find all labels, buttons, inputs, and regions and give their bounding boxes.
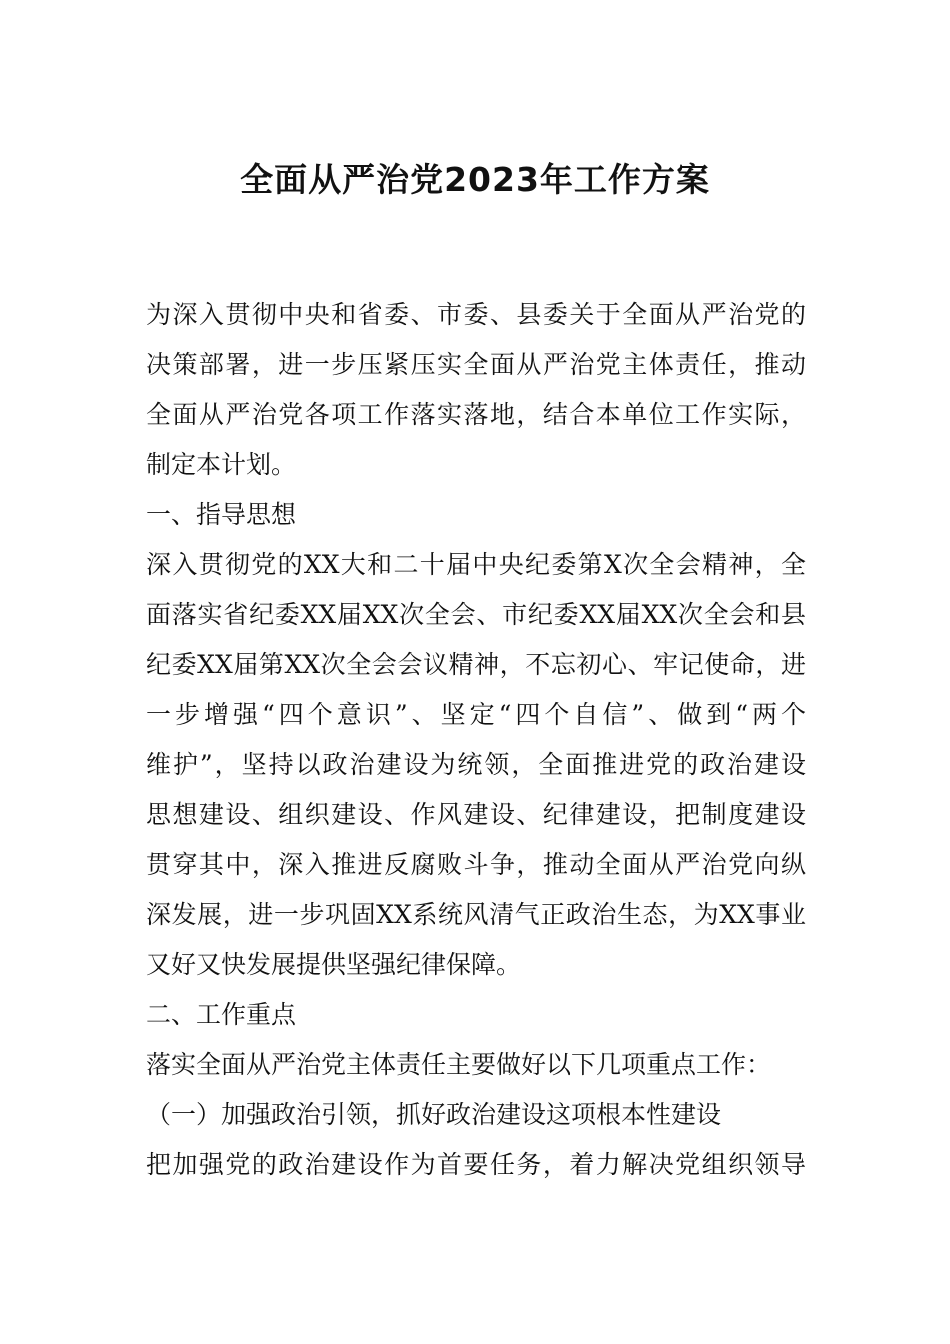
section-heading: 一、指导思想 <box>146 500 297 529</box>
paragraph-line: 面落实省纪委XX届XX次全会、市纪委XX届XX次全会和县 <box>146 600 806 629</box>
document-body <box>146 290 806 1190</box>
paragraph-line: 决策部署，进一步压紧压实全面从严治党主体责任，推动 <box>146 350 806 379</box>
paragraph-line: 贯穿其中，深入推进反腐败斗争，推动全面从严治党向纵 <box>146 850 806 879</box>
section-heading: 二、工作重点 <box>146 1000 297 1029</box>
paragraph-line: 把加强党的政治建设作为首要任务，着力解决党组织领导 <box>146 1150 806 1179</box>
paragraph-line: 又好又快发展提供坚强纪律保障。 <box>146 950 522 979</box>
paragraph-line: 落实全面从严治党主体责任主要做好以下几项重点工作： <box>146 1050 772 1079</box>
paragraph-line: 维护”，坚持以政治建设为统领，全面推进党的政治建设 <box>146 750 806 779</box>
document-title: 全面从严治党2023年工作方案 <box>240 160 710 199</box>
paragraph-line: 深发展，进一步巩固XX系统风清气正政治生态，为XX事业 <box>146 900 806 929</box>
paragraph-line: 纪委XX届第XX次全会会议精神，不忘初心、牢记使命，进 <box>146 650 806 679</box>
paragraph-line: 思想建设、组织建设、作风建设、纪律建设，把制度建设 <box>146 800 806 829</box>
paragraph-line: 一步增强“四个意识”、坚定“四个自信”、做到“两个 <box>146 700 806 729</box>
subsection-heading: （一）加强政治引领，抓好政治建设这项根本性建设 <box>146 1100 722 1129</box>
paragraph-line: 制定本计划。 <box>146 450 297 479</box>
paragraph-line: 深入贯彻党的XX大和二十届中央纪委第X次全会精神，全 <box>146 550 806 579</box>
paragraph-line: 全面从严治党各项工作落实落地，结合本单位工作实际， <box>146 400 806 429</box>
paragraph-line: 为深入贯彻中央和省委、市委、县委关于全面从严治党的 <box>146 300 806 329</box>
